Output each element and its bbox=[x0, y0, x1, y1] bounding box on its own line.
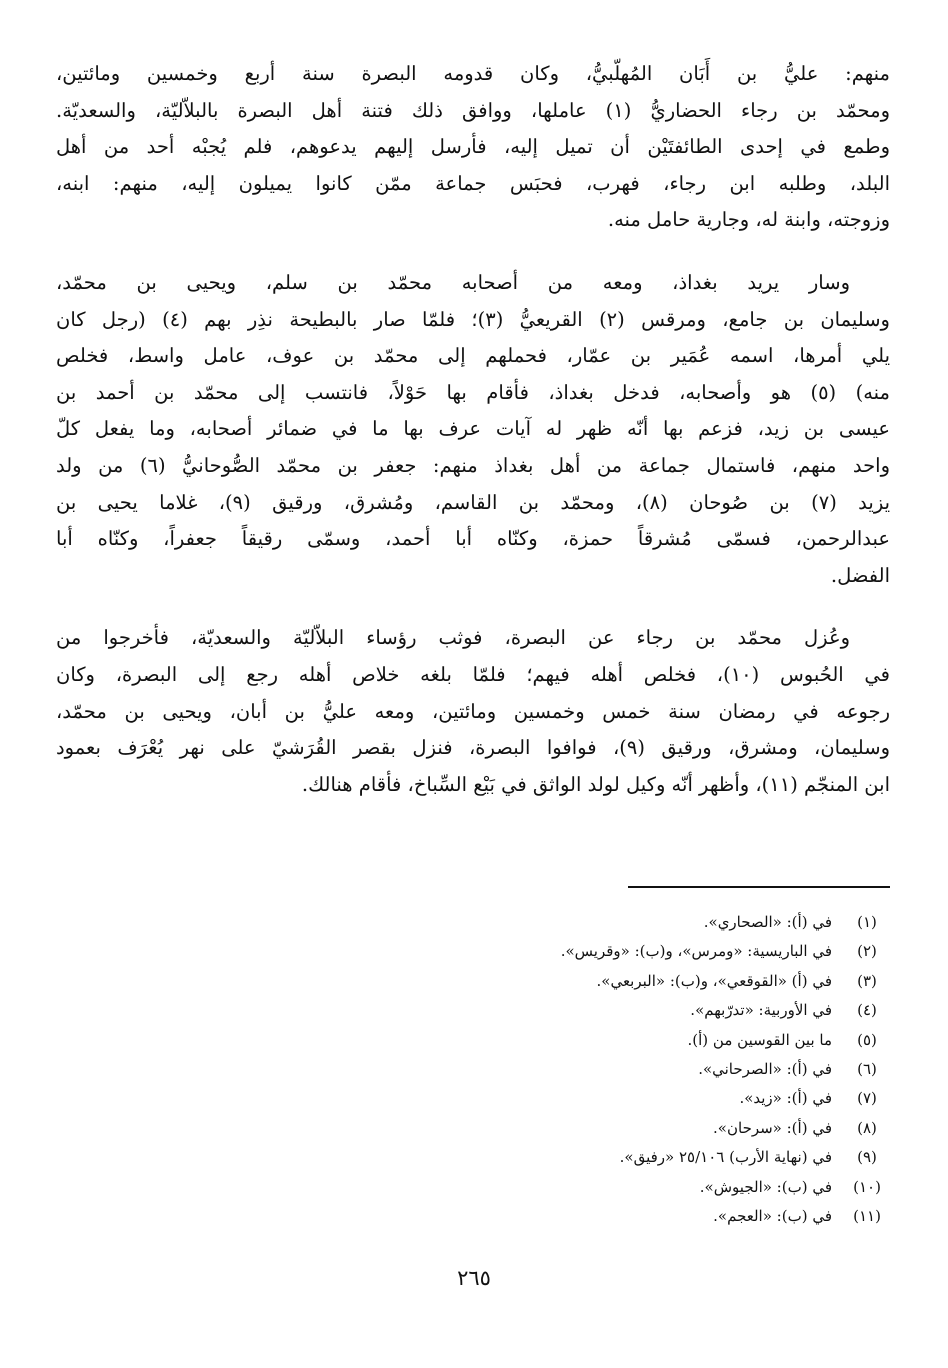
text-line: منهم: عليُّ بن أَبَان المُهلّبيُّ، وكان قدومه البصرة سنة أربع وخمسين ومائتين، bbox=[56, 62, 890, 85]
text-line: منه) (٥) هو وأصحابه، فدخل بغداذ، فأقام بها حَوْلاً، فانتسب إلى محمّد بن أحمد بن bbox=[56, 380, 890, 404]
footnote-text: في (أ): «زيد». bbox=[739, 1089, 832, 1108]
text-line: عبدالرحمن، فسمّى مُشرقاً حمزة، وكنّاه أبا أحمد، وسمّى رقيقاً جعفراً، وكنّاه أبا bbox=[56, 527, 890, 551]
text-line: وزوجته، وابنة له، وجارية حامل منه. bbox=[607, 208, 890, 232]
footnote-number: (٥) bbox=[857, 1030, 877, 1049]
text-line: وطمع في إحدى الطائفتَيْن أن تميل إليه، فأرسل إليهم يدعوهم، فلم يُجبْه أحد من أهل bbox=[56, 135, 890, 159]
footnote-text: في الباريسية: «ومرس»، و(ب): «وقريس». bbox=[560, 942, 832, 961]
text-line: في الحُبوس (١٠)، فخلص أهله فيهم؛ فلمّا بلغه خلاص أهله رجع إلى البصرة، وكان bbox=[56, 662, 890, 686]
footnote-number: (٩) bbox=[857, 1148, 877, 1167]
text-line: وسليمان، ومشرق، ورقيق (٩)، فوافوا البصرة، فنزل بقصر القُرَشيّ على نهر يُعْرَف بعمود bbox=[56, 736, 890, 760]
footnote bbox=[190, 967, 890, 996]
footnote-text: في (أ): «سرحان». bbox=[713, 1118, 832, 1137]
footnote bbox=[190, 1143, 890, 1172]
text-line: وسليمان بن جامع، ومرقس (٢) القريعيُّ (٣)؛ فلمّا صار بالبطيحة نذِر بهم (٤) (رجل كان bbox=[56, 307, 890, 331]
footnote-number: (٢) bbox=[857, 942, 877, 961]
text-line: واحد منهم، فاستمال جماعة من أهل بغداذ منهم: جعفر بن محمّد الصُّوحانيُّ (٦) من ولد bbox=[56, 453, 890, 477]
text-line: وسار يريد بغداذ، ومعه من أصحابه محمّد بن سلم، ويحيى بن محمّد، bbox=[56, 270, 850, 294]
paragraph-2 bbox=[56, 265, 890, 594]
text-line: ومحمّد بن رجاء الحضاريُّ (١) عاملها، ووافق ذلك فتنة أهل البصرة بالبلاّليّة، والسعديّة. bbox=[56, 98, 890, 122]
footnote-number: (١٠) bbox=[853, 1177, 881, 1196]
text-line: ابن المنجّم (١١)، وأظهر أنّه وكيل لولد الواثق في بَيْع السِّباخ، فأقام هنالك. bbox=[301, 772, 890, 796]
footnote bbox=[190, 996, 890, 1025]
paragraph-1 bbox=[56, 56, 890, 239]
footnote-text: في (ب): «الجيوش». bbox=[699, 1177, 832, 1196]
footnote-number: (٣) bbox=[857, 971, 877, 990]
footnote-number: (١) bbox=[857, 913, 877, 931]
footnotes bbox=[190, 908, 890, 1231]
footnote-number: (١١) bbox=[853, 1206, 881, 1225]
footnote bbox=[190, 1084, 890, 1113]
text-line: عيسى بن زيد، فزعم بها أنّه ظهر له آيات عرف بها ما في ضمائر أصحابه، وما يفعل كلّ bbox=[56, 417, 890, 441]
footnote-text: في (نهاية الأرب) ٢٥/١٠٦ «رفيق». bbox=[619, 1148, 832, 1167]
footnote-text: في الأوربية: «تدرّبهم». bbox=[690, 1001, 832, 1020]
text-line: يلي أمرها، اسمه عُمَير بن عمّار، فحملهم إلى محمّد بن عوف، عامل واسط، فخلص bbox=[56, 344, 890, 368]
footnote bbox=[190, 1114, 890, 1143]
text-line: الفضل. bbox=[830, 563, 890, 587]
footnote-text: في (أ): «الصحاري». bbox=[703, 913, 832, 931]
footnote bbox=[190, 937, 890, 966]
text-line: البلد، وطلبه ابن رجاء، فهرب، فحبَس جماعة ممّن كانوا يميلون إليه، منهم: ابنه، bbox=[56, 171, 890, 195]
main-text bbox=[56, 56, 890, 829]
footnote-text: في (ب): «العجم». bbox=[713, 1206, 832, 1225]
footnote bbox=[190, 1173, 890, 1202]
footnote-divider bbox=[628, 886, 890, 888]
text-line: وعُزل محمّد بن رجاء عن البصرة، فوثب رؤساء البلاّليّة والسعديّة، فأخرجوا من bbox=[56, 626, 850, 650]
paragraph-3 bbox=[56, 620, 890, 803]
footnote-number: (٨) bbox=[857, 1118, 877, 1137]
footnote-number: (٧) bbox=[857, 1089, 877, 1108]
text-line: يزيد (٧) بن صُوحان (٨)، ومحمّد بن القاسم، ومُشرق، ورقيق (٩)، غلاما يحيى بن bbox=[56, 490, 890, 514]
footnote-number: (٦) bbox=[857, 1059, 877, 1078]
footnote-text: ما بين القوسين من (أ). bbox=[687, 1030, 832, 1049]
footnote-text: في (أ): «الصرحاني». bbox=[698, 1059, 832, 1078]
footnote bbox=[190, 1055, 890, 1084]
footnote-number: (٤) bbox=[857, 1001, 877, 1020]
text-line: رجوعه في رمضان سنة خمس وخمسين ومائتين، ومعه عليُّ بن أبان، ويحيى بن محمّد، bbox=[56, 699, 890, 723]
footnote bbox=[190, 908, 890, 937]
footnote-text: في (أ) «القوقعي»، و(ب): «البربعي». bbox=[596, 971, 832, 990]
page-number: ٢٦٥ bbox=[457, 1266, 491, 1290]
footnote bbox=[190, 1026, 890, 1055]
footnote bbox=[190, 1202, 890, 1231]
